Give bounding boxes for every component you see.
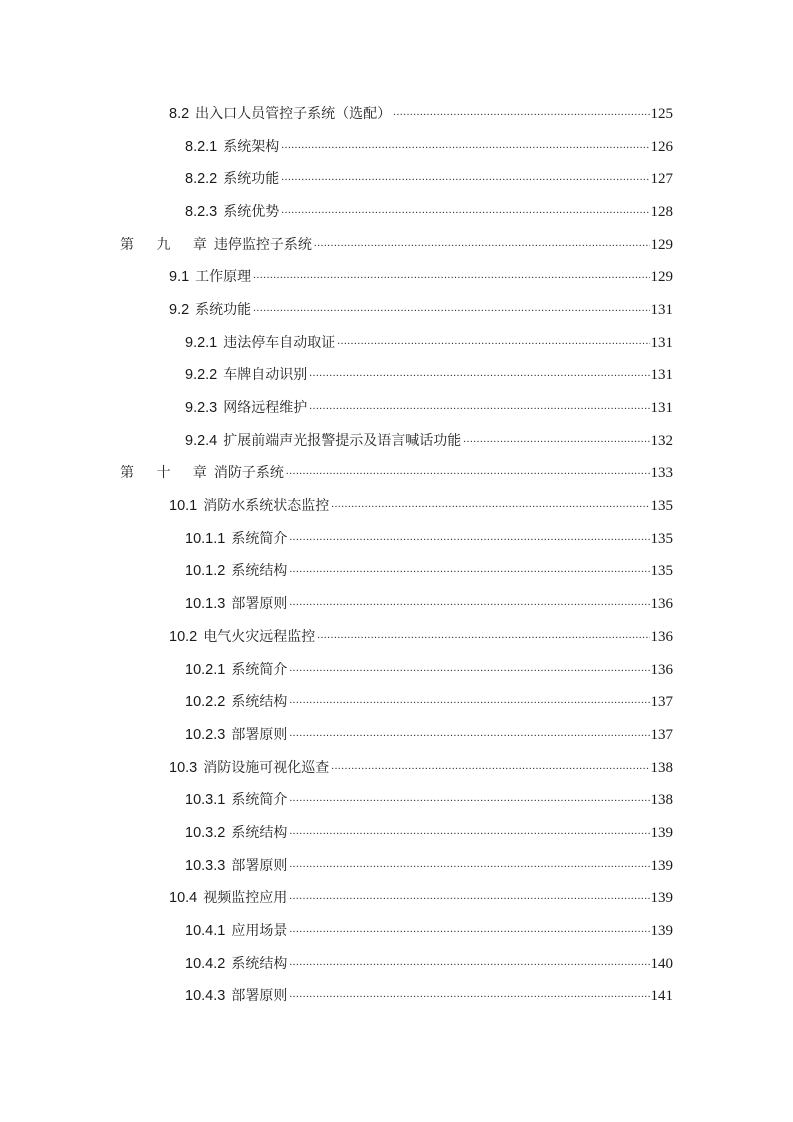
section-number: 10.1.2 bbox=[185, 563, 226, 580]
toc-entry[interactable] bbox=[0, 424, 793, 457]
section-title: 网络远程维护 bbox=[223, 400, 308, 417]
dot-leader bbox=[289, 856, 649, 870]
section-number: 8.2.2 bbox=[185, 171, 218, 188]
section-title: 系统架构 bbox=[223, 138, 280, 155]
chapter-label: 第 九 章 bbox=[120, 236, 216, 253]
toc-entry[interactable] bbox=[0, 685, 793, 718]
dot-leader bbox=[331, 758, 649, 772]
section-number: 9.1 bbox=[169, 269, 190, 286]
page-number: 141 bbox=[650, 988, 673, 1005]
section-title: 系统功能 bbox=[223, 171, 280, 188]
section-number: 10.1.1 bbox=[185, 530, 226, 547]
dot-leader bbox=[309, 365, 649, 379]
section-title: 系统结构 bbox=[231, 694, 288, 711]
dot-leader bbox=[289, 888, 649, 902]
chapter-title: 消防子系统 bbox=[213, 465, 284, 482]
section-number: 10.4.2 bbox=[185, 955, 226, 972]
dot-leader bbox=[289, 725, 649, 739]
section-number: 9.2.3 bbox=[185, 400, 218, 417]
toc-entry[interactable] bbox=[0, 816, 793, 849]
dot-leader bbox=[253, 300, 649, 314]
section-number: 9.2.4 bbox=[185, 432, 218, 449]
page-number: 131 bbox=[650, 334, 673, 351]
toc-entry[interactable] bbox=[0, 914, 793, 947]
dot-leader bbox=[253, 267, 649, 281]
section-title: 扩展前端声光报警提示及语言喊话功能 bbox=[223, 432, 462, 449]
dot-leader bbox=[289, 986, 649, 1000]
section-title: 工作原理 bbox=[195, 269, 252, 286]
section-title: 部署原则 bbox=[231, 596, 288, 613]
dot-leader bbox=[337, 333, 649, 347]
section-title: 系统结构 bbox=[231, 955, 288, 972]
page-number: 136 bbox=[650, 596, 673, 613]
section-title: 系统功能 bbox=[195, 301, 252, 318]
dot-leader bbox=[331, 496, 649, 510]
toc-entry[interactable] bbox=[0, 97, 793, 130]
page-number: 131 bbox=[650, 301, 673, 318]
section-title: 部署原则 bbox=[231, 988, 288, 1005]
section-title: 系统简介 bbox=[231, 792, 288, 809]
dot-leader bbox=[289, 529, 649, 543]
toc-entry[interactable] bbox=[0, 391, 793, 424]
toc-entry[interactable] bbox=[0, 522, 793, 555]
section-title: 系统结构 bbox=[231, 824, 288, 841]
section-number: 10.1.3 bbox=[185, 596, 226, 613]
section-title: 系统简介 bbox=[231, 661, 288, 678]
section-title: 消防水系统状态监控 bbox=[203, 498, 330, 515]
toc-entry[interactable] bbox=[0, 293, 793, 326]
section-number: 8.2.1 bbox=[185, 138, 218, 155]
section-number: 10.3.3 bbox=[185, 857, 226, 874]
page-number: 131 bbox=[650, 367, 673, 384]
page-number: 139 bbox=[650, 923, 673, 940]
page-number: 135 bbox=[650, 530, 673, 547]
section-title: 电气火灾远程监控 bbox=[203, 628, 316, 645]
dot-leader bbox=[289, 823, 649, 837]
toc-entry[interactable] bbox=[0, 620, 793, 653]
dot-leader bbox=[289, 692, 649, 706]
section-title: 系统优势 bbox=[223, 203, 280, 220]
section-number: 10.3 bbox=[169, 759, 198, 776]
section-title: 违法停车自动取证 bbox=[223, 334, 336, 351]
toc-entry[interactable] bbox=[0, 260, 793, 293]
page-number: 131 bbox=[650, 400, 673, 417]
dot-leader bbox=[289, 954, 649, 968]
page-number: 126 bbox=[650, 138, 673, 155]
section-number: 10.1 bbox=[169, 498, 198, 515]
page-number: 137 bbox=[650, 726, 673, 743]
page-number: 137 bbox=[650, 694, 673, 711]
dot-leader bbox=[281, 202, 649, 216]
page-number: 140 bbox=[650, 955, 673, 972]
section-number: 8.2 bbox=[169, 105, 190, 122]
toc-entry[interactable] bbox=[0, 783, 793, 816]
dot-leader bbox=[289, 790, 649, 804]
toc-entry[interactable] bbox=[0, 162, 793, 195]
page-number: 139 bbox=[650, 824, 673, 841]
dot-leader bbox=[314, 235, 650, 249]
dot-leader bbox=[286, 463, 650, 477]
page-number: 139 bbox=[650, 857, 673, 874]
toc-entry[interactable] bbox=[0, 882, 793, 915]
toc-chapter-entry[interactable] bbox=[0, 228, 793, 261]
page-number: 135 bbox=[650, 563, 673, 580]
toc-entry[interactable] bbox=[0, 653, 793, 686]
toc-entry[interactable] bbox=[0, 130, 793, 163]
dot-leader bbox=[289, 594, 649, 608]
toc-entry[interactable] bbox=[0, 326, 793, 359]
toc-entry[interactable] bbox=[0, 359, 793, 392]
section-number: 10.2 bbox=[169, 628, 198, 645]
dot-leader bbox=[289, 921, 649, 935]
section-title: 系统简介 bbox=[231, 530, 288, 547]
section-title: 视频监控应用 bbox=[203, 890, 288, 907]
page-number: 127 bbox=[650, 171, 673, 188]
section-number: 10.4.3 bbox=[185, 988, 226, 1005]
dot-leader bbox=[281, 169, 649, 183]
page-number: 135 bbox=[650, 498, 673, 515]
toc-entry[interactable] bbox=[0, 849, 793, 882]
toc-entry[interactable] bbox=[0, 980, 793, 1013]
dot-leader bbox=[281, 137, 649, 151]
section-number: 10.3.2 bbox=[185, 824, 226, 841]
page-number: 129 bbox=[650, 236, 673, 253]
toc-entry[interactable] bbox=[0, 489, 793, 522]
section-number: 9.2.1 bbox=[185, 334, 218, 351]
dot-leader bbox=[309, 398, 649, 412]
dot-leader bbox=[289, 561, 649, 575]
section-number: 9.2 bbox=[169, 301, 190, 318]
toc-chapter-entry[interactable] bbox=[0, 457, 793, 490]
toc-entry[interactable] bbox=[0, 718, 793, 751]
toc-entry[interactable] bbox=[0, 587, 793, 620]
toc-entry[interactable] bbox=[0, 195, 793, 228]
toc-entry[interactable] bbox=[0, 751, 793, 784]
section-number: 10.2.3 bbox=[185, 726, 226, 743]
section-number: 8.2.3 bbox=[185, 203, 218, 220]
toc-entry[interactable] bbox=[0, 555, 793, 588]
page-number: 129 bbox=[650, 269, 673, 286]
page-number: 138 bbox=[650, 759, 673, 776]
section-title: 应用场景 bbox=[231, 923, 288, 940]
page-number: 136 bbox=[650, 628, 673, 645]
section-number: 10.4 bbox=[169, 890, 198, 907]
page-number: 125 bbox=[650, 105, 673, 122]
section-title: 部署原则 bbox=[231, 726, 288, 743]
dot-leader bbox=[317, 627, 649, 641]
section-number: 10.3.1 bbox=[185, 792, 226, 809]
table-of-contents bbox=[0, 97, 793, 1012]
chapter-title: 违停监控子系统 bbox=[213, 236, 312, 253]
page-number: 136 bbox=[650, 661, 673, 678]
section-title: 系统结构 bbox=[231, 563, 288, 580]
page-number: 139 bbox=[650, 890, 673, 907]
page-number: 133 bbox=[650, 465, 673, 482]
section-title: 部署原则 bbox=[231, 857, 288, 874]
page-number: 128 bbox=[650, 203, 673, 220]
page-number: 132 bbox=[650, 432, 673, 449]
dot-leader bbox=[289, 660, 649, 674]
dot-leader bbox=[393, 104, 649, 118]
section-title: 消防设施可视化巡查 bbox=[203, 759, 330, 776]
section-number: 9.2.2 bbox=[185, 367, 218, 384]
section-title: 车牌自动识别 bbox=[223, 367, 308, 384]
section-number: 10.2.2 bbox=[185, 694, 226, 711]
section-title: 出入口人员管控子系统（选配） bbox=[195, 105, 392, 122]
chapter-label: 第 十 章 bbox=[120, 465, 216, 482]
page-number: 138 bbox=[650, 792, 673, 809]
section-number: 10.2.1 bbox=[185, 661, 226, 678]
toc-entry[interactable] bbox=[0, 947, 793, 980]
section-number: 10.4.1 bbox=[185, 923, 226, 940]
dot-leader bbox=[463, 431, 649, 445]
